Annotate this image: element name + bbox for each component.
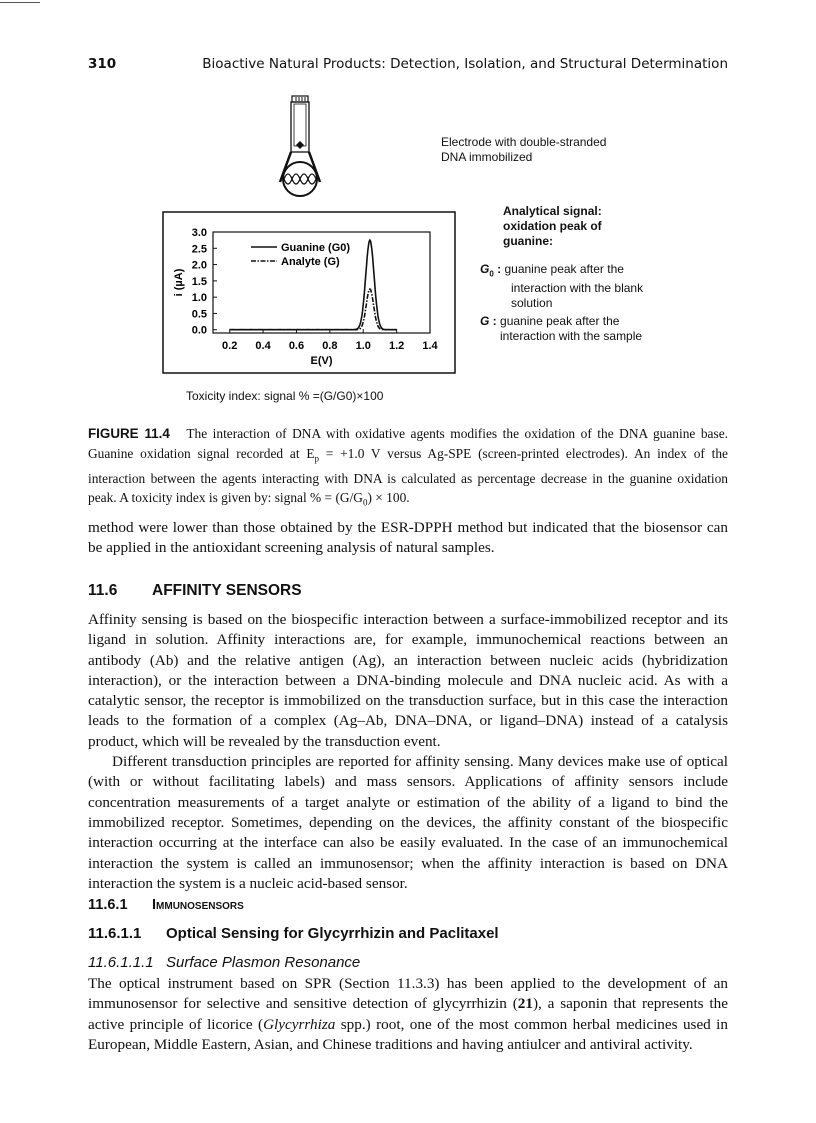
paragraph-text: [88, 974, 728, 1055]
x-tick-label: 0.6: [288, 340, 305, 352]
caption-text: The interaction of DNA with oxidative agents modifies the oxidation of the DNA guanine base. Guanine oxidation signal recorded at E: [88, 426, 728, 461]
signal-heading-line: Analytical signal:: [503, 204, 602, 218]
figure-label: FIGURE 11.4: [88, 426, 170, 441]
caption-text: = +1.0 V versus Ag-SPE (screen-printed electrodes). An index of the interaction between the agents interacting with DNA is calculated as percentage decrease in the guanine oxidation peak. A toxicity index is given by: signal % = (G/G: [88, 445, 728, 506]
running-title: Bioactive Natural Products: Detection, Isolation, and Structural Determination: [202, 56, 728, 72]
figure-11-4: [0, 0, 816, 410]
legend-label: Guanine (G0): [281, 242, 351, 254]
g-desc-line: guanine peak after the: [500, 314, 620, 328]
compound-number: 21: [517, 995, 533, 1013]
g0-definition: $G_0$ : guanine peak after the interaction with the blank solution: [480, 262, 644, 311]
signal-heading-line: oxidation peak of: [503, 219, 602, 233]
section-heading-11-6-1-1-1: [88, 954, 360, 971]
section-heading-11-6-1: [88, 897, 244, 913]
text: ), a saponin that represents the active principle of licorice (: [88, 995, 728, 1033]
electrode-label-line: DNA immobilized: [441, 150, 533, 164]
y-axis-label: i (µA): [173, 268, 185, 297]
legend-label: Analyte (G): [281, 256, 340, 268]
section-body: [88, 610, 728, 894]
x-tick-label: 0.4: [255, 340, 271, 352]
y-tick-label: 2.0: [191, 259, 207, 272]
section-heading-11-6-1-1: [88, 925, 499, 942]
caption-text: ) × 100.: [367, 490, 410, 506]
g-definition: G : guanine peak after the interaction with the sample: [480, 314, 643, 343]
section-title: AFFINITY SENSORS: [152, 582, 302, 599]
section-heading-11-6: [88, 582, 302, 600]
y-tick-label: 0.5: [191, 308, 207, 321]
y-tick-label: 0.0: [191, 324, 207, 337]
paragraph-text: Affinity sensing is based on the biospecific interaction between a surface-immobilized receptor and its ligand in solution. Affinity interactions are, for example, immunochemical reactions between an antibody (Ab) and the relative antigen (Ag), an interaction between nucleic acids (hybridization interaction), or the interaction between a DNA-binding molecule and DNA nucleic acid. As with a catalytic sensor, the receptor is immobilized on the transduction surface, but in this case the interaction leads to the formation of a complex (Ag–Ab, DNA–DNA, or ligand–DNA) instead of a catalysis product, which will be revealed by the transduction event.: [88, 611, 728, 750]
paragraph-text: Different transduction principles are reported for affinity sensing. Many devices make use of optical (with or without facilitating labels) and mass sensors. Applications of affinity sensors include concentration measurements of a target analyte or estimation of the ability of a ligand to bind the immobilized receptor. Sometimes, depending on the devices, the affinity constant of the biospecific interaction occurring at the interface can also be easily evaluated. In the case of an immunochemical interaction the system is called an immunosensor; when the affinity interaction is based on DNA interaction the system is a nucleic acid-based sensor.: [88, 753, 728, 892]
section-title: Optical Sensing for Glycyrrhizin and Paclitaxel: [166, 925, 499, 942]
y-tick-label: 2.5: [191, 243, 207, 256]
section-number: 11.6: [88, 582, 118, 599]
caption-sub: 0: [362, 497, 368, 508]
paragraph: [88, 518, 728, 559]
x-tick-label: 1.2: [388, 340, 405, 352]
g0-desc-line: interaction with the blank: [511, 281, 644, 296]
caption-sub: p: [314, 453, 319, 464]
signal-heading: [503, 204, 602, 249]
x-tick-label: 0.8: [322, 340, 338, 352]
paragraph: [88, 974, 728, 1055]
paragraph-text: method were lower than those obtained by the ESR-DPPH method but indicated that the biosensor can be applied in the antioxidant screening analysis of natural samples.: [88, 519, 728, 557]
y-tick-label: 1.0: [191, 292, 207, 305]
section-title: Immunosensors: [152, 897, 244, 913]
section-number: 11.6.1.1.1: [88, 954, 154, 971]
section-title: Surface Plasmon Resonance: [166, 954, 361, 971]
figure-caption: [88, 424, 728, 513]
g-symbol: G: [480, 314, 490, 328]
electrode-label: [441, 135, 606, 165]
g0-desc-line: guanine peak after the: [504, 262, 624, 276]
page-number: 310: [88, 56, 117, 72]
g0-sub: 0: [489, 269, 494, 279]
signal-heading-line: guanine:: [503, 234, 553, 248]
x-axis-label: E(V): [310, 355, 333, 367]
electrode-illustration: [270, 94, 340, 200]
g0-desc-line: solution: [511, 296, 553, 311]
g0-symbol: G: [480, 262, 490, 276]
genus-name: Glycyrrhiza: [263, 1015, 336, 1033]
y-tick-label: 3.0: [191, 227, 207, 239]
electrode-label-line: Electrode with double-stranded: [441, 135, 607, 149]
text: The optical instrument based on SPR (Section 11.3.3) has been applied to the development of an immunosensor for selective and sensitive detection of glycyrrhizin (: [88, 975, 728, 1013]
x-tick-label: 1.4: [422, 340, 438, 352]
section-number: 11.6.1.1: [88, 925, 142, 942]
x-tick-label: 0.2: [222, 340, 238, 352]
text: spp.) root, one of the most common herbal medicines used in European, Middle Eastern, Asian, and Chinese traditions and having antiulcer and antiviral activity.: [88, 1015, 728, 1053]
y-tick-label: 1.5: [191, 275, 207, 288]
series-line-1: [230, 289, 397, 330]
section-number: 11.6.1: [88, 897, 128, 913]
x-tick-label: 1.0: [355, 340, 371, 352]
voltammogram-chart: [162, 211, 457, 375]
toxicity-index: Toxicity index: signal % =(G/G0)×100: [186, 389, 384, 403]
g-desc-line: interaction with the sample: [500, 329, 643, 343]
